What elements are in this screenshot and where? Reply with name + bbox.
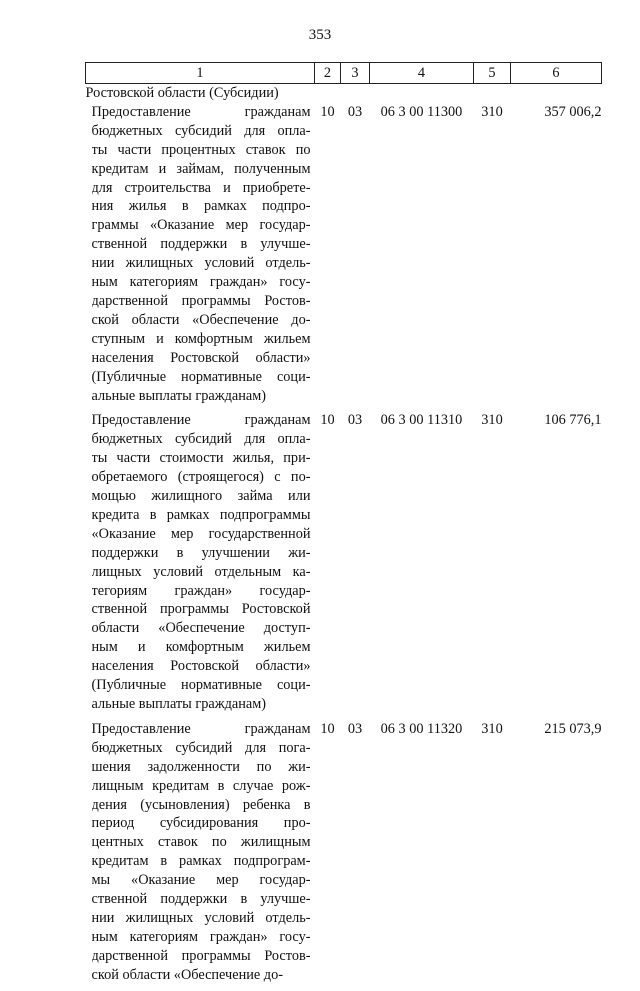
- continuation-text: Ростовской области (Субсидии): [85, 85, 279, 101]
- description-line: для строительства и приобрете-: [91, 179, 311, 196]
- description-line: (Публичные нормативные соци-: [91, 677, 311, 694]
- description-line: нии жилищных условий отдель-: [91, 255, 311, 272]
- row-description: [86, 103, 315, 412]
- description-line: альные выплаты гражданам): [91, 387, 267, 404]
- description-line: мощью жилищного займа или: [91, 488, 311, 505]
- description-line: центных ставок по жилищным: [91, 834, 311, 851]
- description-line: ступным и комфортным жильем: [91, 330, 311, 347]
- description-line: мы «Оказание мер государ-: [91, 872, 311, 889]
- description-line: ственной поддержки в улучше-: [91, 891, 311, 908]
- description-line: лищных условий отдельным ка-: [91, 563, 311, 580]
- column-header-2: 2: [315, 63, 341, 84]
- description-line: дарственной программы Ростов-: [91, 292, 311, 309]
- subsection-code: 03: [347, 720, 363, 737]
- description-line: ственной поддержки в улучше-: [91, 236, 311, 253]
- description-line: «Оказание мер государственной: [91, 525, 311, 542]
- subsection-code: 03: [347, 412, 363, 429]
- description-line: ты части процентных ставок по: [91, 141, 311, 158]
- section-code: 10: [320, 412, 335, 429]
- description-line: лищным кредитам в случае рож-: [91, 777, 311, 794]
- amount-value: 357 006,2: [544, 103, 602, 120]
- description-line: (Публичные нормативные соци-: [91, 368, 311, 385]
- section-code: 10: [320, 103, 335, 120]
- page-number: 353: [308, 27, 332, 43]
- description-line: период субсидирования про-: [91, 815, 311, 832]
- description-line: обретаемого (строящегося) с по-: [91, 469, 311, 486]
- description-line: тегориям граждан» государ-: [91, 582, 311, 599]
- column-header-1: 1: [86, 63, 315, 84]
- table-body: [86, 84, 602, 991]
- section-code: 10: [320, 720, 335, 737]
- description-line: ным категориям граждан» госу-: [91, 928, 311, 945]
- description-line: нии жилищных условий отдель-: [91, 909, 311, 926]
- subsection-code: 03: [347, 103, 363, 120]
- description-line: Предоставление гражданам: [91, 720, 311, 737]
- continuation-row: [86, 84, 602, 103]
- description-line: поддержки в улучшении жи-: [91, 544, 311, 561]
- description-line: населения Ростовской области»: [91, 658, 311, 675]
- description-line: граммы «Оказание мер государ-: [91, 217, 311, 234]
- description-line: бюджетных субсидий для опла-: [91, 122, 311, 139]
- amount-value: 215 073,9: [544, 720, 602, 737]
- description-line: ным категориям граждан» госу-: [91, 274, 311, 291]
- column-header-3: 3: [341, 63, 370, 84]
- row-description: [86, 411, 315, 720]
- description-line: населения Ростовской области»: [91, 349, 311, 366]
- description-line: дарственной программы Ростов-: [91, 947, 311, 964]
- description-line: Предоставление гражданам: [91, 412, 311, 429]
- table-row: [86, 103, 602, 412]
- description-line: дения (усыновления) ребенка в: [91, 796, 311, 813]
- target-article-code: 06 3 00 11320: [380, 720, 463, 737]
- description-line: ской области «Обеспечение до-: [91, 966, 283, 983]
- description-line: ным и комфортным жильем: [91, 639, 311, 656]
- description-line: кредитам и займам, полученным: [91, 160, 311, 177]
- target-article-code: 06 3 00 11310: [380, 412, 463, 429]
- description-line: области «Обеспечение доступ-: [91, 620, 311, 637]
- budget-table: [85, 62, 602, 991]
- expense-type-code: 310: [481, 720, 503, 737]
- description-line: ской области «Обеспечение до-: [91, 311, 311, 328]
- row-description: [86, 720, 315, 991]
- target-article-code: 06 3 00 11300: [380, 103, 463, 120]
- expense-type-code: 310: [481, 412, 503, 429]
- description-line: альные выплаты гражданам): [91, 696, 267, 712]
- table-row: [86, 411, 602, 720]
- column-header-5: 5: [474, 63, 511, 84]
- expense-type-code: 310: [481, 103, 503, 120]
- column-header-6: 6: [511, 63, 602, 84]
- description-line: кредита в рамках подпрограммы: [91, 506, 311, 523]
- description-line: шения задолженности по жи-: [91, 758, 311, 775]
- description-line: бюджетных субсидий для опла-: [91, 431, 311, 448]
- description-line: ственной программы Ростовской: [91, 601, 311, 618]
- header-row: [86, 63, 602, 84]
- table-row: [86, 720, 602, 991]
- description-line: ты части стоимости жилья, при-: [91, 450, 311, 467]
- description-line: Предоставление гражданам: [91, 103, 311, 120]
- description-line: кредитам в рамках подпрограм-: [91, 853, 311, 870]
- amount-value: 106 776,1: [544, 412, 602, 429]
- description-line: ния жилья в рамках подпро-: [91, 198, 311, 215]
- description-line: бюджетных субсидий для пога-: [91, 739, 311, 756]
- column-header-4: 4: [370, 63, 474, 84]
